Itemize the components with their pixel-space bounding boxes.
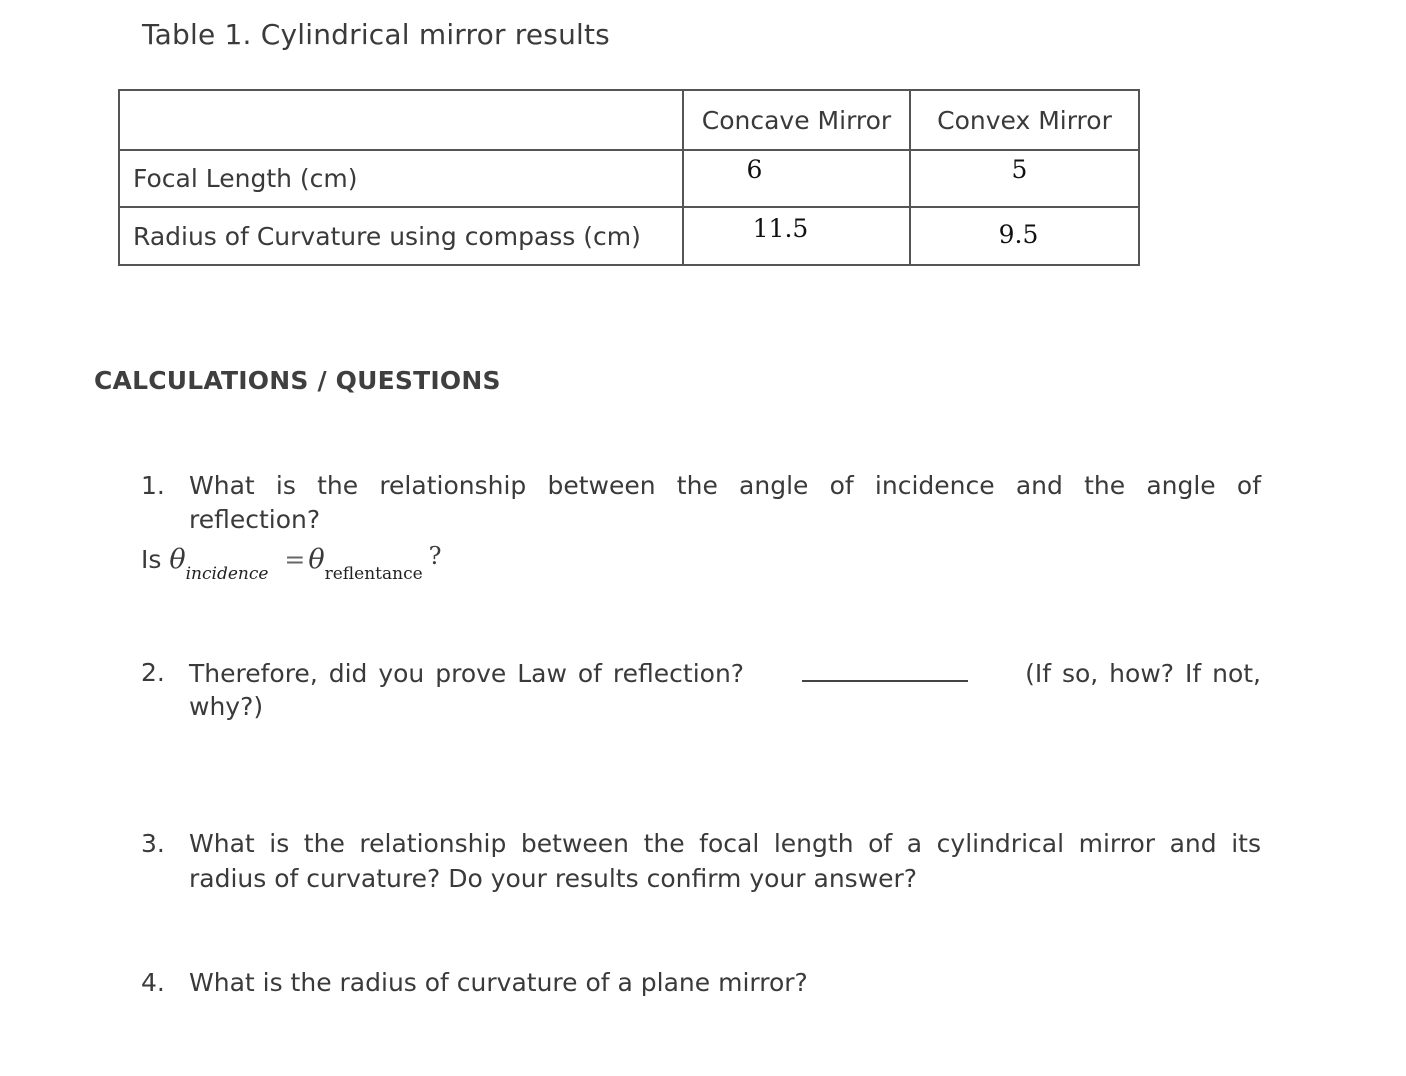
incidence-subscript: incidence bbox=[185, 564, 269, 584]
question-2-followup: (If so, how? If not, bbox=[1025, 659, 1261, 688]
row-label-radius-of-curvature: Radius of Curvature using compass (cm) bbox=[119, 207, 683, 265]
question-3-number: 3. bbox=[141, 829, 165, 858]
header-convex-mirror: Convex Mirror bbox=[910, 90, 1139, 150]
equals-sign: = bbox=[284, 545, 306, 574]
answer-blank-line bbox=[802, 656, 968, 682]
table-caption: Table 1. Cylindrical mirror results bbox=[142, 18, 610, 51]
question-3-line-2: radius of curvature? Do your results confirm your answer? bbox=[189, 864, 918, 893]
focal-length-convex-value: 5 bbox=[910, 150, 1139, 207]
question-4-number: 4. bbox=[141, 968, 165, 997]
angle-equality-expression bbox=[141, 542, 442, 584]
reflentance-subscript: reflentance bbox=[324, 564, 423, 584]
focal-length-concave-value: 6 bbox=[683, 150, 910, 207]
question-2-line-2: why?) bbox=[189, 692, 264, 721]
question-3-line-1: What is the relationship between the focal length of a cylindrical mirror and its bbox=[189, 829, 1261, 858]
table-row bbox=[119, 207, 1139, 265]
section-title: CALCULATIONS / QUESTIONS bbox=[94, 366, 501, 395]
radius-convex-value: 9.5 bbox=[910, 207, 1139, 265]
table-row bbox=[119, 150, 1139, 207]
radius-concave-value: 11.5 bbox=[683, 207, 910, 265]
question-1-line-1: What is the relationship between the angle of incidence and the angle of bbox=[189, 471, 1261, 500]
header-concave-mirror: Concave Mirror bbox=[683, 90, 910, 150]
theta-symbol: θ bbox=[169, 544, 186, 575]
math-prefix: Is bbox=[141, 545, 162, 574]
results-table bbox=[118, 89, 1140, 266]
question-1-number: 1. bbox=[141, 471, 165, 500]
question-2-line-1 bbox=[189, 656, 1261, 691]
math-question-mark: ? bbox=[428, 542, 442, 570]
theta-symbol: θ bbox=[308, 544, 325, 575]
header-empty-cell bbox=[119, 90, 683, 150]
table-header-row bbox=[119, 90, 1139, 150]
question-2-text: Therefore, did you prove Law of reflection? bbox=[189, 659, 745, 688]
question-4-line-1: What is the radius of curvature of a plane mirror? bbox=[189, 968, 808, 997]
question-1-line-2: reflection? bbox=[189, 505, 321, 534]
question-2-number: 2. bbox=[141, 658, 165, 687]
row-label-focal-length: Focal Length (cm) bbox=[119, 150, 683, 207]
